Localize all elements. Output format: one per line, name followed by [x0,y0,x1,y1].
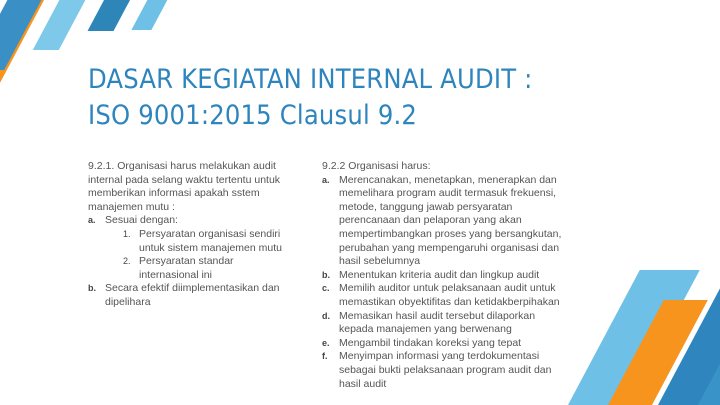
list-item-text: Merencanakan, menetapkan, menerapkan dan memelihara program audit termasuk frekuensi, metode, tanggung jawab persyaratan perencanaan dan pelaporan yang akan mempertimbangkan proses yang bersangkutan, perubahan yang mempengaruhi organisasi dan hasil sebelumnya [339,173,562,268]
list-item [322,310,567,337]
sub-list [105,228,293,282]
list-item-text: Persyaratan organisasi sendiri untuk sistem manajemen mutu [139,227,282,254]
list-item-text: Persyaratan standar internasional ini [139,255,234,281]
list-marker: a. [322,174,330,185]
list-item [88,214,293,282]
list-item [322,269,567,283]
list-item-text: Sesuai dengan: [105,214,178,227]
list-marker: e. [322,337,330,348]
decorative-stripe-blue [88,0,138,31]
sub-list-item [105,228,293,255]
list-item-text: Menyimpan informasi yang terdokumentasi sebagai bukti pelaksanaan program audit dan hasil audit [339,350,552,390]
list-item [322,337,567,351]
sub-list-item [105,255,293,282]
left-list [88,214,293,309]
list-marker: f. [322,351,328,362]
list-marker: b. [88,283,96,294]
slide-title [88,62,558,134]
list-item-text: Mengambil tindakan koreksi yang tepat [339,336,522,349]
list-item [88,282,293,309]
list-item [322,174,567,269]
list-marker: c. [322,283,330,294]
list-item-text: Memasikan hasil audit tersebut dilaporkan kepada manajemen yang berwenang [339,309,536,336]
list-marker: d. [322,310,330,321]
list-item-text: Menentukan kriteria audit dan lingkup audit [339,268,540,281]
list-item-text: Secara efektif diimplementasikan dan dipelihara [105,282,280,308]
list-marker: 1. [123,228,131,239]
decorative-stripe-light-blue [33,0,96,50]
right-intro: 9.2.2 Organisasi harus: [322,160,431,172]
list-marker: a. [88,215,96,226]
right-list [322,174,567,392]
list-marker: b. [322,269,330,280]
list-marker: 2. [123,256,131,267]
list-item [322,282,567,309]
title-line-2: ISO 9001:2015 Clausul 9.2 [88,100,418,131]
left-intro: 9.2.1. Organisasi harus melakukan audit internal pada selang waktu tertentu untuk memberikan informasi apakah sstem manajemen mutu : [88,160,281,213]
title-line-1: DASAR KEGIATAN INTERNAL AUDIT : [88,64,533,95]
list-item-text: Memilih auditor untuk pelaksanaan audit untuk memastikan obyektifitas dan ketidakberpihakan [339,282,560,308]
left-column [88,160,293,310]
decorative-stripe-light-blue [131,0,170,30]
list-item [322,350,567,391]
right-column [322,160,567,391]
